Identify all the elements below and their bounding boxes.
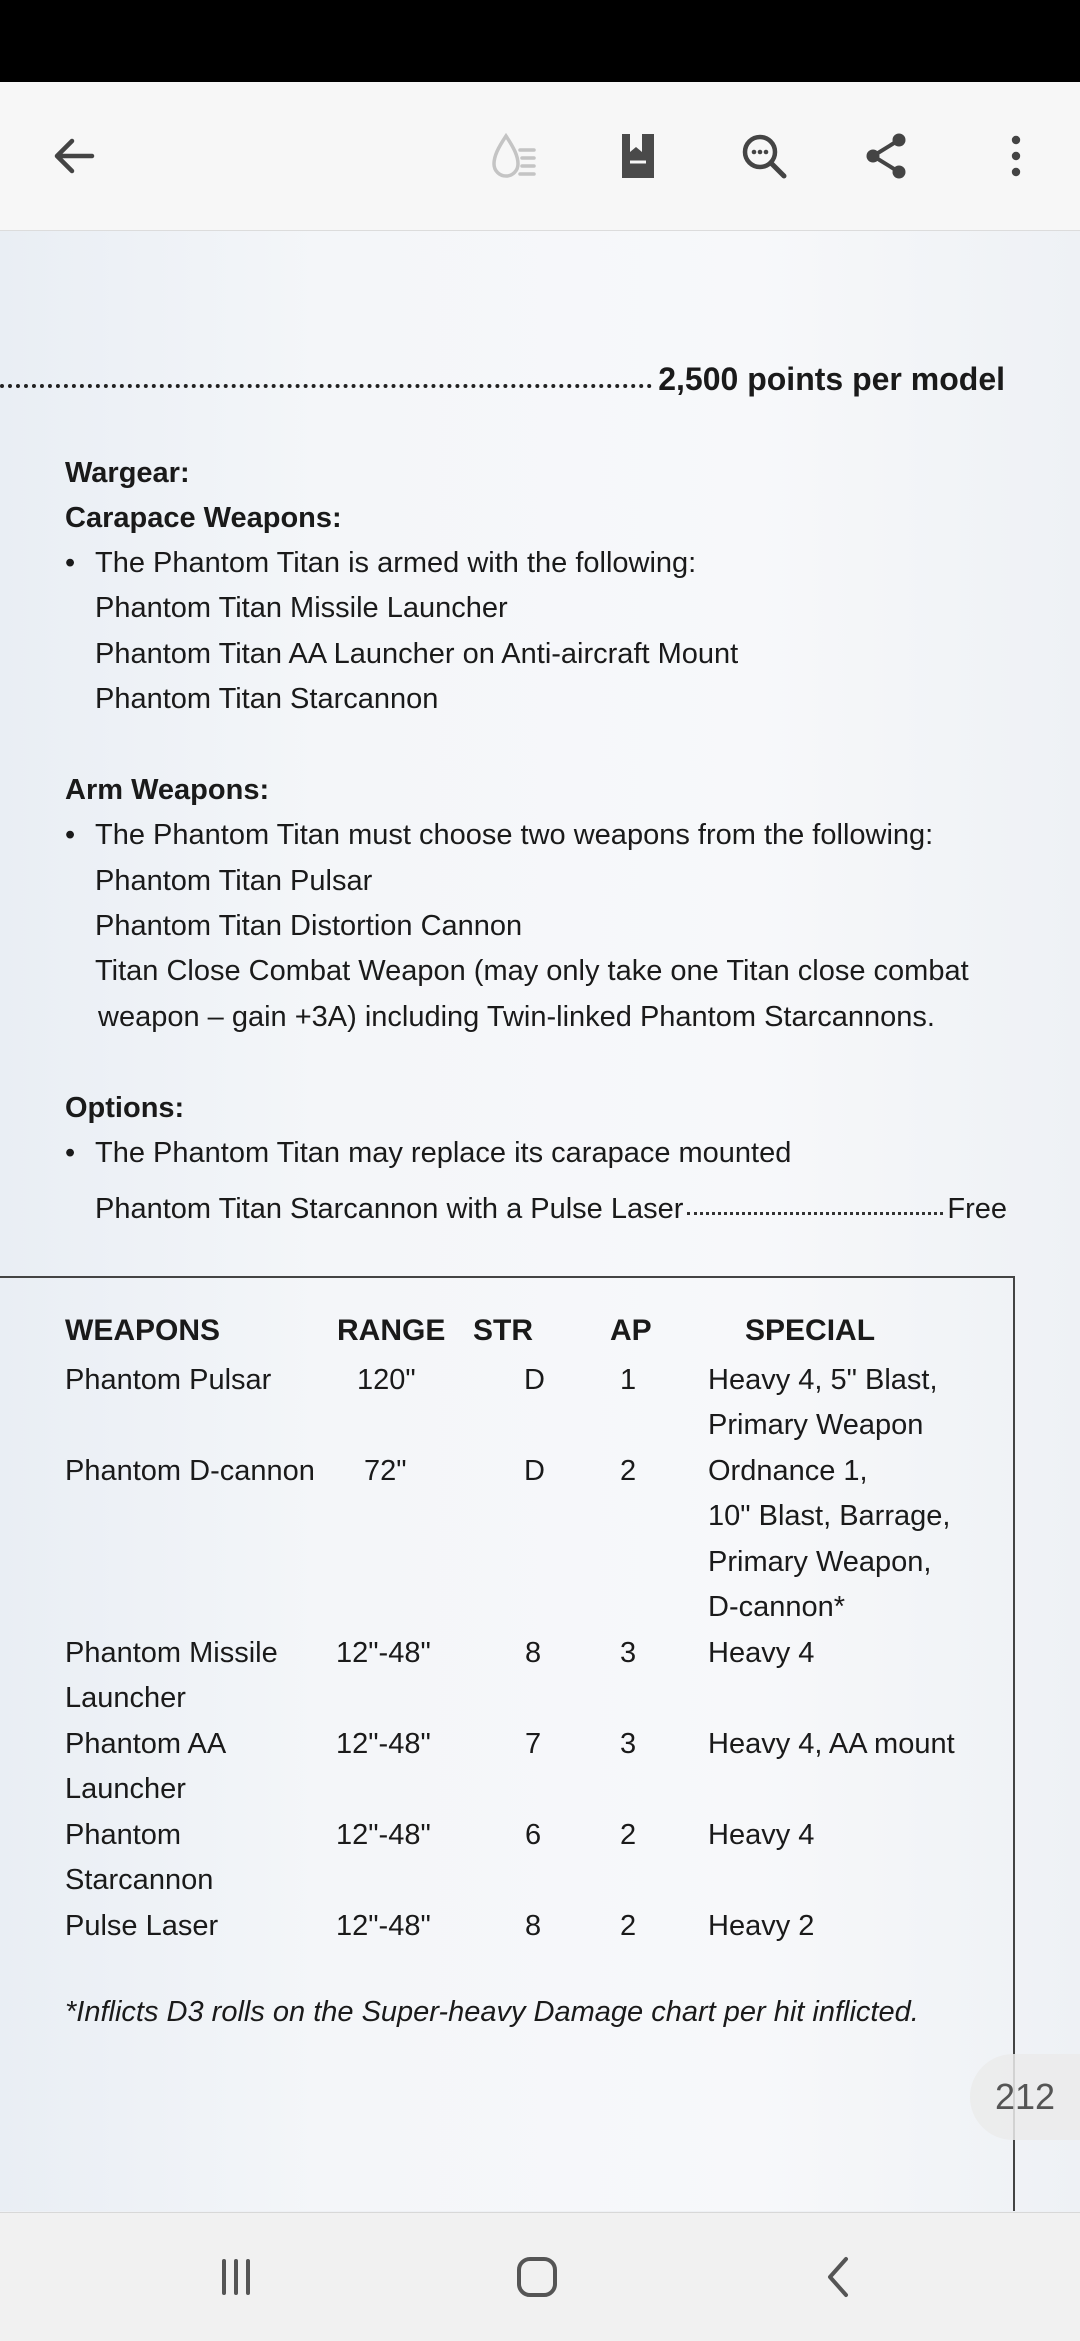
table-cell-range: 120" bbox=[357, 1364, 416, 1396]
table-cell-str: 6 bbox=[525, 1819, 542, 1851]
carapace-item: Phantom Titan Starcannon bbox=[95, 683, 439, 715]
table-cell-range: 12"-48" bbox=[336, 1637, 431, 1669]
table-cell-ap: 1 bbox=[620, 1364, 637, 1396]
options-line: Phantom Titan Starcannon with a Pulse Laser bbox=[95, 1193, 684, 1225]
table-cell-special: Primary Weapon bbox=[708, 1409, 924, 1441]
table-footnote: *Inflicts D3 rolls on the Super-heavy Damage chart per hit inflicted. bbox=[65, 1996, 919, 2028]
table-cell-weapon: Phantom Pulsar bbox=[65, 1364, 272, 1396]
options-heading: Options: bbox=[65, 1092, 185, 1124]
table-cell-str: 7 bbox=[525, 1728, 542, 1760]
table-cell-weapon: Phantom bbox=[65, 1819, 182, 1851]
table-cell-special: Heavy 4 bbox=[708, 1819, 815, 1851]
options-cost: Free bbox=[947, 1193, 1007, 1225]
arm-bullet: • The Phantom Titan must choose two weapons from the following: bbox=[65, 819, 934, 851]
table-cell-ap: 3 bbox=[620, 1637, 637, 1669]
carapace-item: Phantom Titan Missile Launcher bbox=[95, 592, 508, 624]
table-cell-str: 8 bbox=[525, 1910, 542, 1942]
more-options-icon[interactable] bbox=[980, 120, 1052, 192]
table-cell-weapon: Launcher bbox=[65, 1773, 186, 1805]
options-cost-line bbox=[95, 1181, 1007, 1226]
arm-item: Titan Close Combat Weapon (may only take one Titan close combat bbox=[95, 955, 969, 987]
table-cell-ap: 3 bbox=[620, 1728, 637, 1760]
table-cell-ap: 2 bbox=[620, 1910, 637, 1942]
table-cell-weapon: Starcannon bbox=[65, 1864, 214, 1896]
arm-heading: Arm Weapons: bbox=[65, 774, 270, 806]
status-bar bbox=[0, 0, 1080, 82]
options-bullet: • The Phantom Titan may replace its carapace mounted bbox=[65, 1137, 792, 1169]
wargear-heading: Wargear: bbox=[65, 457, 190, 489]
table-cell-special: Heavy 4 bbox=[708, 1637, 815, 1669]
col-header-special: SPECIAL bbox=[745, 1314, 876, 1347]
reading-mode-icon[interactable] bbox=[476, 120, 548, 192]
table-cell-str: 8 bbox=[525, 1637, 542, 1669]
table-cell-special: Heavy 4, AA mount bbox=[708, 1728, 955, 1760]
arm-item: Phantom Titan Distortion Cannon bbox=[95, 910, 523, 942]
table-cell-weapon: Launcher bbox=[65, 1682, 186, 1714]
table-cell-special: Ordnance 1, bbox=[708, 1455, 868, 1487]
table-cell-str: D bbox=[524, 1455, 545, 1487]
points-cost: 2,500 points per model bbox=[658, 361, 1005, 397]
search-icon[interactable] bbox=[728, 120, 800, 192]
table-cell-special: Heavy 2 bbox=[708, 1910, 815, 1942]
table-cell-weapon: Phantom D-cannon bbox=[65, 1455, 315, 1487]
table-cell-range: 12"-48" bbox=[336, 1910, 431, 1942]
table-cell-range: 72" bbox=[364, 1455, 407, 1487]
table-cell-weapon: Phantom AA bbox=[65, 1728, 227, 1760]
arm-item: Phantom Titan Pulsar bbox=[95, 865, 373, 897]
carapace-bullet: • The Phantom Titan is armed with the following: bbox=[65, 547, 697, 579]
col-header-range: RANGE bbox=[337, 1314, 446, 1347]
table-cell-weapon: Pulse Laser bbox=[65, 1910, 219, 1942]
share-icon[interactable] bbox=[851, 120, 923, 192]
table-cell-range: 12"-48" bbox=[336, 1728, 431, 1760]
page-number-badge: 212 bbox=[970, 2054, 1080, 2140]
col-header-ap: AP bbox=[610, 1314, 652, 1347]
back-arrow-icon[interactable] bbox=[38, 120, 110, 192]
home-icon[interactable] bbox=[497, 2241, 577, 2313]
col-header-str: STR bbox=[473, 1314, 533, 1347]
back-icon[interactable] bbox=[800, 2241, 880, 2313]
points-cost-line bbox=[0, 358, 1005, 398]
table-cell-ap: 2 bbox=[620, 1455, 637, 1487]
recent-apps-icon[interactable] bbox=[196, 2241, 276, 2313]
bookmark-icon[interactable] bbox=[602, 120, 674, 192]
table-cell-special: Heavy 4, 5" Blast, bbox=[708, 1364, 938, 1396]
table-cell-str: D bbox=[524, 1364, 545, 1396]
table-cell-special: Primary Weapon, bbox=[708, 1546, 932, 1578]
carapace-heading: Carapace Weapons: bbox=[65, 502, 342, 534]
toolbar bbox=[0, 82, 1080, 231]
table-cell-special: D-cannon* bbox=[708, 1591, 846, 1623]
table-cell-ap: 2 bbox=[620, 1819, 637, 1851]
table-cell-range: 12"-48" bbox=[336, 1819, 431, 1851]
table-cell-special: 10" Blast, Barrage, bbox=[708, 1500, 951, 1532]
system-navigation-bar bbox=[0, 2212, 1080, 2341]
document-page[interactable] bbox=[0, 231, 1080, 2211]
arm-item: weapon – gain +3A) including Twin-linked Phantom Starcannons. bbox=[98, 1001, 935, 1033]
table-cell-weapon: Phantom Missile bbox=[65, 1637, 278, 1669]
carapace-item: Phantom Titan AA Launcher on Anti-aircraft Mount bbox=[95, 638, 739, 670]
col-header-weapons: WEAPONS bbox=[65, 1314, 221, 1347]
